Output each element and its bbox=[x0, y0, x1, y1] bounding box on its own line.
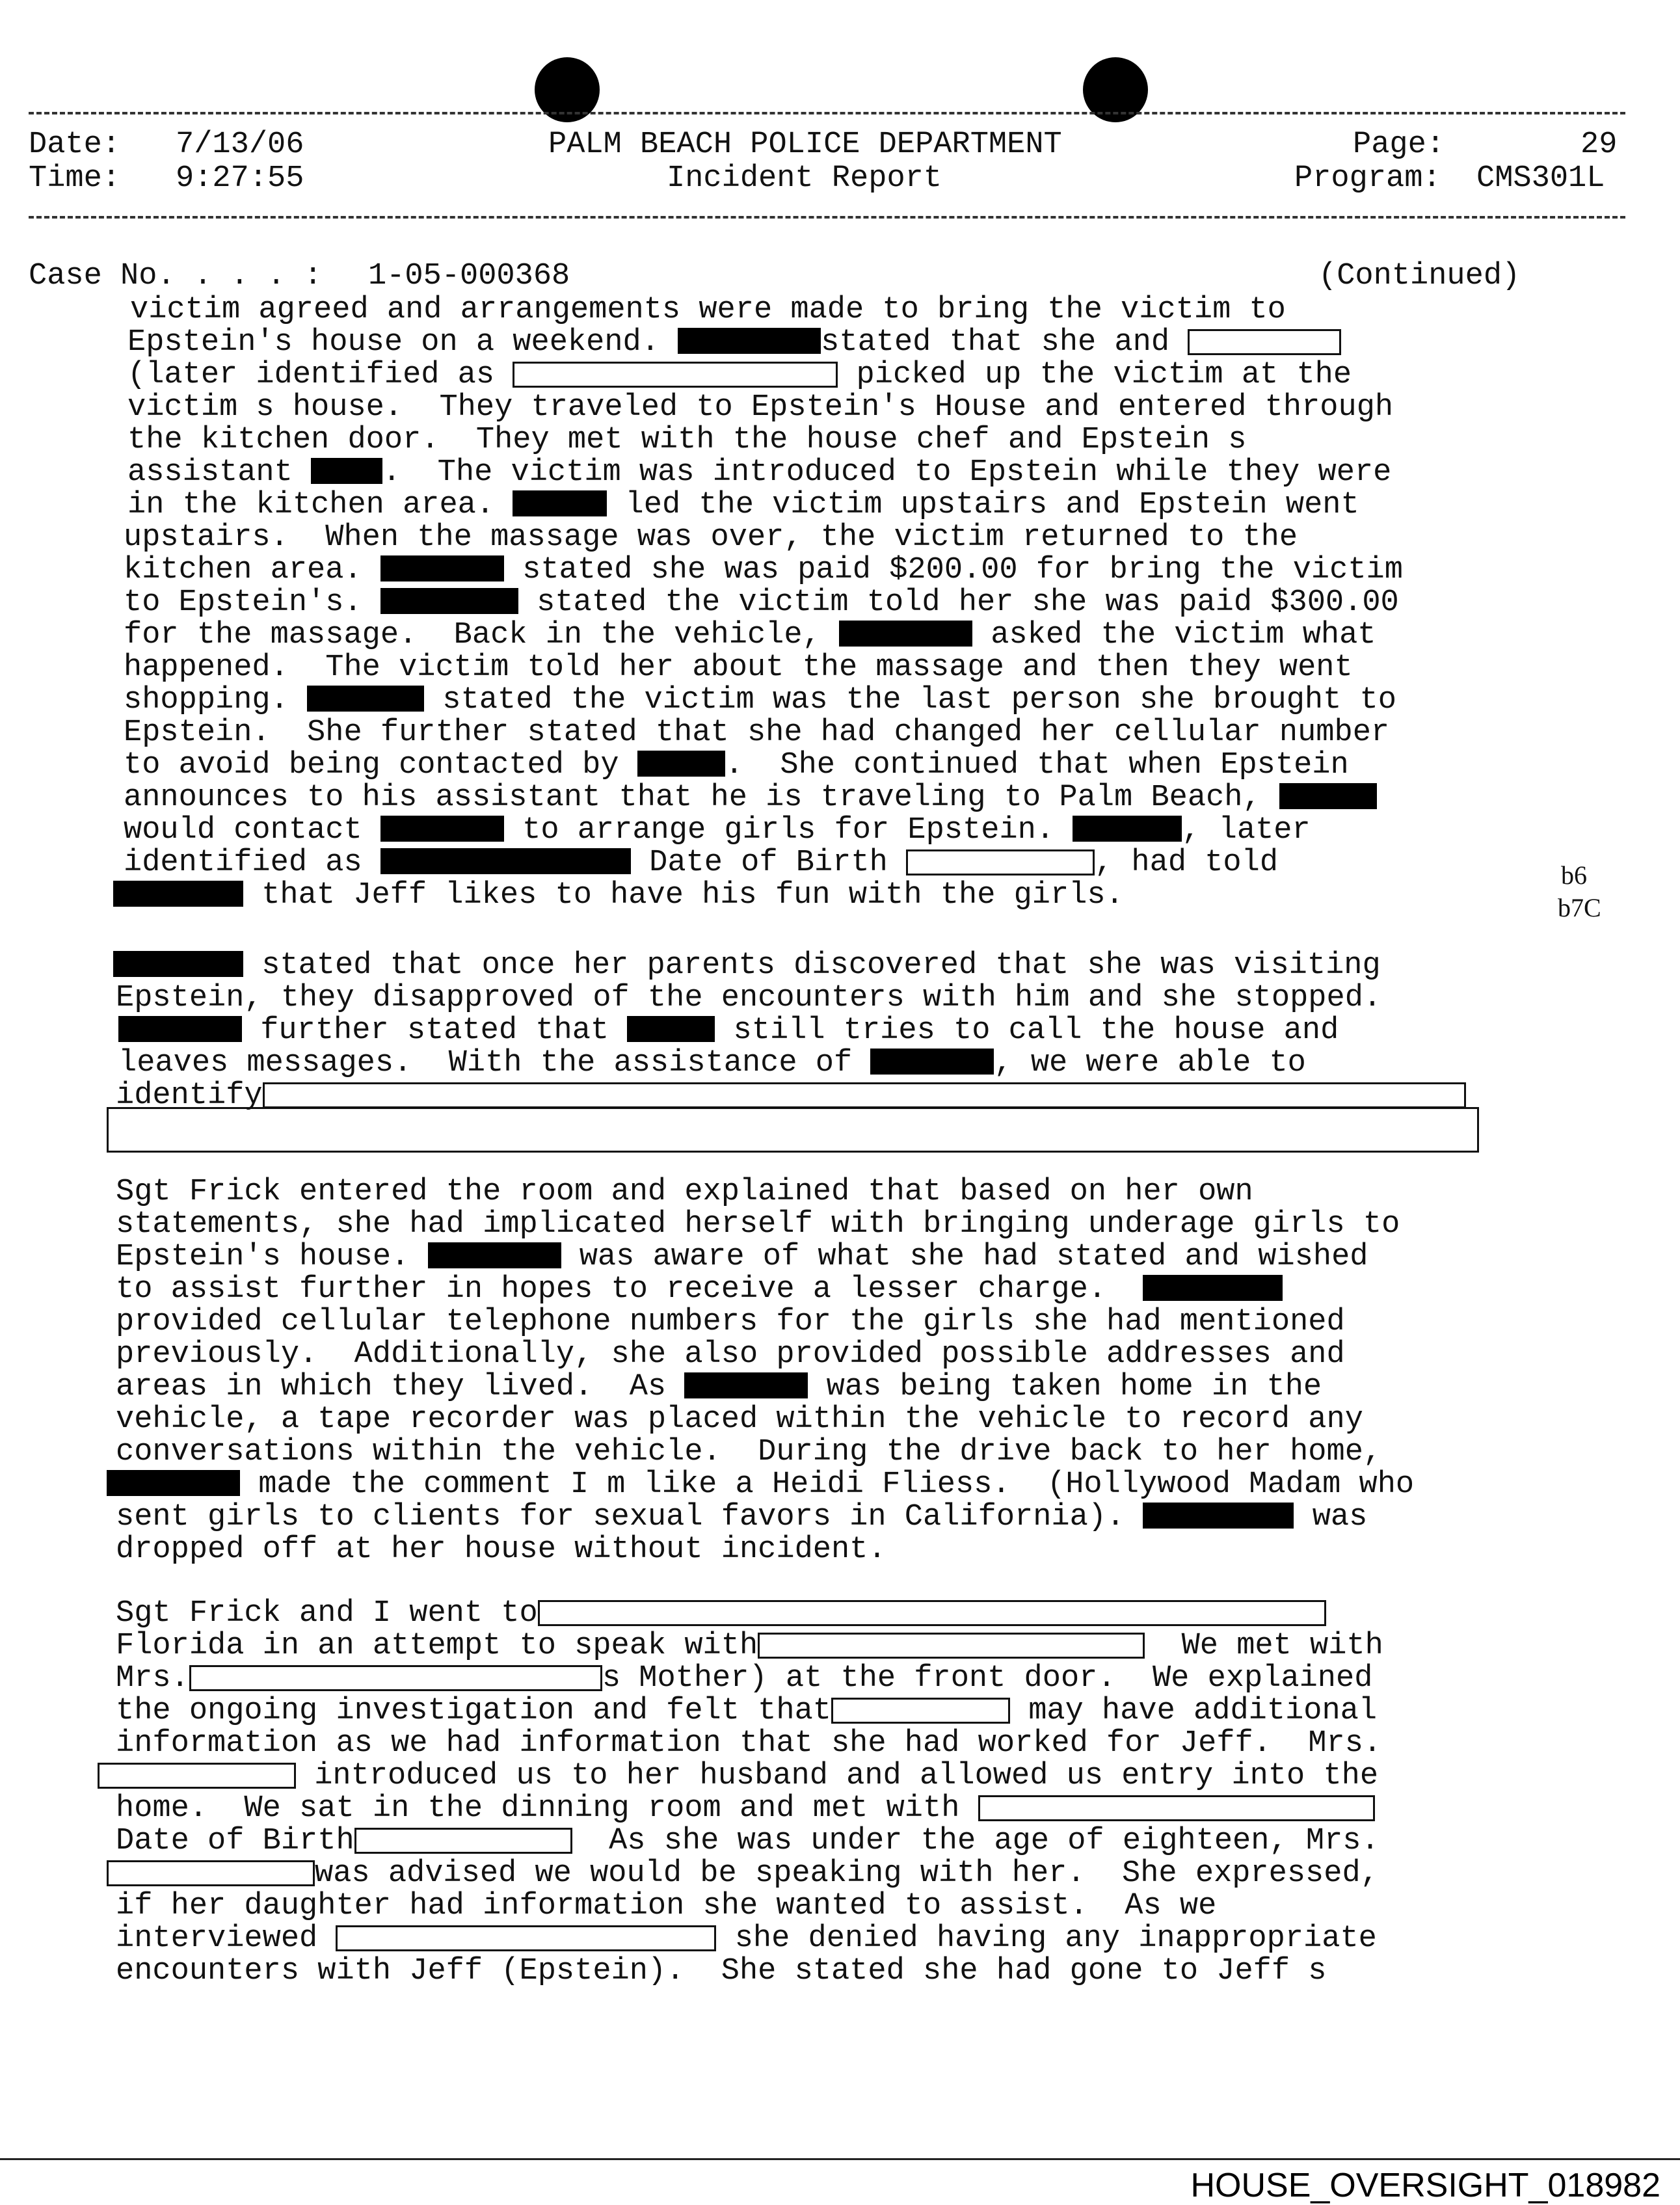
text-line bbox=[116, 1923, 1377, 1955]
redaction-block bbox=[107, 1470, 240, 1496]
program-value: CMS301L bbox=[1476, 161, 1605, 196]
text-line bbox=[116, 1955, 1327, 1988]
text-line bbox=[116, 1274, 1283, 1306]
text: assistant bbox=[127, 455, 293, 490]
text: victim agreed and arrangements were made to bring the victim to bbox=[130, 293, 1286, 327]
exemption-code-b6: b6 bbox=[1561, 861, 1587, 890]
text: in the kitchen area. bbox=[127, 488, 495, 522]
text: conversations within the vehicle. During the drive back to her home, bbox=[116, 1435, 1382, 1469]
redaction-box bbox=[107, 1107, 1479, 1153]
text: stated that she and bbox=[821, 325, 1170, 360]
text: (later identified as bbox=[127, 358, 495, 392]
text: still tries to call the house and bbox=[733, 1013, 1339, 1048]
redaction-box bbox=[758, 1633, 1145, 1659]
text: led the victim upstairs and Epstein went bbox=[625, 488, 1359, 522]
redaction-block bbox=[1279, 783, 1377, 809]
text: was bbox=[1312, 1500, 1368, 1534]
text-line bbox=[116, 1890, 1216, 1923]
case-number: 1-05-000368 bbox=[368, 259, 570, 293]
redaction-block bbox=[113, 881, 243, 907]
page-number: 29 bbox=[1580, 127, 1618, 162]
text: dropped off at her house without incident. bbox=[116, 1532, 887, 1567]
text: picked up the victim at the bbox=[856, 358, 1352, 392]
text-line bbox=[113, 879, 1124, 912]
text: to avoid being contacted by bbox=[124, 748, 619, 782]
redaction-block bbox=[839, 621, 972, 647]
text-line bbox=[116, 1630, 1383, 1663]
text: may have additional bbox=[1028, 1694, 1378, 1728]
header-bottom-rule bbox=[29, 216, 1625, 219]
redaction-box bbox=[513, 362, 838, 388]
date-value: 7/13/06 bbox=[176, 127, 304, 162]
text: upstairs. When the massage was over, the victim returned to the bbox=[124, 520, 1298, 555]
text: happened. The victim told her about the massage and then they went bbox=[124, 650, 1353, 685]
redaction-box bbox=[189, 1665, 602, 1691]
text-line bbox=[113, 950, 1381, 982]
text-line bbox=[107, 1858, 1379, 1890]
text-line bbox=[124, 587, 1399, 619]
text: encounters with Jeff (Epstein). She stated she had gone to Jeff s bbox=[116, 1954, 1327, 1988]
text-line bbox=[127, 489, 1359, 522]
text: , had told bbox=[1095, 846, 1279, 880]
text: she denied having any inappropriate bbox=[734, 1921, 1377, 1956]
text: Epstein's house. bbox=[116, 1240, 410, 1274]
text-line bbox=[116, 1306, 1345, 1339]
text-line bbox=[116, 1501, 1367, 1534]
text: We met with bbox=[1181, 1629, 1383, 1663]
text-line bbox=[127, 359, 1352, 392]
redaction-box bbox=[538, 1600, 1326, 1626]
text: the kitchen door. They met with the house chef and Epstein s bbox=[127, 423, 1247, 457]
text: interviewed bbox=[116, 1921, 318, 1956]
redaction-block bbox=[1143, 1275, 1283, 1301]
text-line bbox=[116, 1534, 887, 1566]
text-line bbox=[116, 1339, 1345, 1371]
text-line bbox=[98, 1760, 1378, 1793]
text-line bbox=[116, 1209, 1400, 1241]
text: stated the victim was the last person she brought to bbox=[442, 683, 1396, 717]
text-line bbox=[116, 1404, 1363, 1436]
footer-rule bbox=[0, 2158, 1680, 2160]
text-line bbox=[124, 684, 1396, 717]
time-value: 9:27:55 bbox=[176, 161, 304, 196]
header-top-rule bbox=[29, 112, 1625, 114]
bates-number: HOUSE_OVERSIGHT_018982 bbox=[1190, 2167, 1660, 2204]
text-line bbox=[118, 1047, 1306, 1080]
text-line bbox=[124, 749, 1349, 782]
redaction-block bbox=[637, 751, 725, 777]
text: , we were able to bbox=[994, 1046, 1306, 1080]
text-line bbox=[130, 294, 1286, 327]
redaction-block bbox=[870, 1049, 994, 1075]
text: Epstein. She further stated that she had changed her cellular number bbox=[124, 715, 1390, 750]
date-label: Date: bbox=[29, 127, 121, 162]
redaction-box bbox=[831, 1698, 1010, 1724]
redaction-block bbox=[428, 1242, 561, 1268]
text: was being taken home in the bbox=[826, 1370, 1322, 1404]
text: , later bbox=[1182, 813, 1311, 848]
text: announces to his assistant that he is traveling to Palm Beach, bbox=[124, 781, 1261, 815]
text: made the comment I m like a Heidi Fliess. (Hollywood Madam who bbox=[258, 1467, 1415, 1502]
redaction-block bbox=[118, 1016, 242, 1042]
text: . She continued that when Epstein bbox=[725, 748, 1349, 782]
text: that Jeff likes to have his fun with the girls. bbox=[261, 878, 1124, 913]
redaction-block bbox=[380, 816, 504, 842]
text-line bbox=[124, 619, 1376, 652]
text: for the massage. Back in the vehicle, bbox=[124, 618, 821, 652]
redaction-block bbox=[513, 490, 607, 516]
text-line bbox=[127, 424, 1246, 457]
text: vehicle, a tape recorder was placed within the vehicle to record any bbox=[116, 1402, 1363, 1437]
text: Date of Birth bbox=[116, 1824, 354, 1858]
text: to arrange girls for Epstein. bbox=[522, 813, 1055, 848]
redaction-block bbox=[113, 951, 243, 977]
redaction-block bbox=[627, 1016, 715, 1042]
redaction-box bbox=[336, 1925, 716, 1951]
redaction-block bbox=[380, 555, 504, 581]
redaction-block bbox=[678, 328, 821, 354]
text-line bbox=[124, 717, 1389, 749]
text: stated the victim told her she was paid $300.00 bbox=[537, 585, 1399, 620]
text: previously. Additionally, she also provided possible addresses and bbox=[116, 1337, 1345, 1372]
text: . The victim was introduced to Epstein while they were bbox=[382, 455, 1392, 490]
text: stated that once her parents discovered that she was visiting bbox=[261, 948, 1381, 983]
page-label: Page: bbox=[1353, 127, 1445, 162]
text: s Mother) at the front door. We explained bbox=[602, 1661, 1373, 1696]
text: Date of Birth bbox=[649, 846, 888, 880]
text: Epstein, they disapproved of the encounters with him and she stopped. bbox=[116, 981, 1382, 1015]
text: sent girls to clients for sexual favors in California). bbox=[116, 1500, 1125, 1534]
redaction-box bbox=[906, 849, 1095, 875]
text: Epstein's house on a weekend. bbox=[127, 325, 660, 360]
text: provided cellular telephone numbers for the girls she had mentioned bbox=[116, 1305, 1345, 1339]
redaction-block bbox=[1073, 816, 1182, 842]
text: shopping. bbox=[124, 683, 289, 717]
text-line bbox=[107, 1469, 1414, 1501]
redaction-box bbox=[98, 1763, 296, 1789]
text-line bbox=[124, 782, 1377, 814]
text-line bbox=[124, 814, 1311, 847]
redaction-block bbox=[684, 1372, 808, 1398]
text-line bbox=[116, 1597, 1326, 1630]
text-line bbox=[116, 1728, 1381, 1760]
text: statements, she had implicated herself with bringing underage girls to bbox=[116, 1207, 1400, 1242]
report-type: Incident Report bbox=[667, 161, 942, 196]
text: As she was under the age of eighteen, Mrs. bbox=[609, 1824, 1380, 1858]
text: was aware of what she had stated and wished bbox=[579, 1240, 1368, 1274]
exemption-code-b7c: b7C bbox=[1558, 893, 1601, 922]
time-label: Time: bbox=[29, 161, 121, 196]
text-line bbox=[118, 1015, 1339, 1047]
redaction-box bbox=[107, 1860, 315, 1886]
case-label: Case No. . . . : bbox=[29, 259, 323, 293]
text: identify bbox=[116, 1078, 263, 1113]
text: to Epstein's. bbox=[124, 585, 362, 620]
text-line bbox=[116, 1825, 1380, 1858]
text: home. We sat in the dinning room and met with bbox=[116, 1791, 960, 1826]
text: Sgt Frick entered the room and explained that based on her own bbox=[116, 1175, 1253, 1209]
text: leaves messages. With the assistance of bbox=[118, 1046, 853, 1080]
text: introduced us to her husband and allowed us entry into the bbox=[314, 1759, 1379, 1793]
redaction-block bbox=[311, 458, 382, 484]
text-line bbox=[124, 522, 1298, 554]
text-line bbox=[127, 392, 1393, 424]
text-line bbox=[116, 982, 1381, 1015]
redaction-block bbox=[380, 588, 518, 614]
department-name: PALM BEACH POLICE DEPARTMENT bbox=[548, 127, 1062, 162]
text-line bbox=[116, 1176, 1253, 1209]
program-label: Program: bbox=[1294, 161, 1441, 196]
redaction-box bbox=[978, 1795, 1375, 1821]
text: identified as bbox=[124, 846, 362, 880]
text-line bbox=[124, 554, 1403, 587]
text: the ongoing investigation and felt that bbox=[116, 1694, 831, 1728]
text: stated she was paid $200.00 for bring the victim bbox=[522, 553, 1403, 587]
text-line bbox=[116, 1241, 1368, 1274]
text-line bbox=[116, 1371, 1322, 1404]
text: to assist further in hopes to receive a lesser charge. bbox=[116, 1272, 1107, 1307]
text: further stated that bbox=[260, 1013, 609, 1048]
text: kitchen area. bbox=[124, 553, 362, 587]
text: information as we had information that she had worked for Jeff. Mrs. bbox=[116, 1726, 1382, 1761]
continued-label: (Continued) bbox=[1318, 259, 1521, 293]
redaction-block bbox=[1143, 1503, 1294, 1529]
text-line bbox=[116, 1695, 1377, 1728]
text-line bbox=[127, 457, 1391, 489]
text: areas in which they lived. As bbox=[116, 1370, 667, 1404]
redaction-block bbox=[380, 848, 631, 874]
text: Mrs. bbox=[116, 1661, 189, 1696]
text-line bbox=[124, 847, 1278, 879]
redaction-block bbox=[307, 686, 424, 712]
text-line bbox=[116, 1793, 1375, 1825]
text: Sgt Frick and I went to bbox=[116, 1596, 538, 1631]
text: would contact bbox=[124, 813, 362, 848]
text: was advised we would be speaking with her. She expressed, bbox=[315, 1856, 1379, 1891]
redaction-box bbox=[1188, 329, 1341, 355]
text-line bbox=[124, 652, 1353, 684]
text: if her daughter had information she wanted to assist. As we bbox=[116, 1889, 1217, 1923]
text: Florida in an attempt to speak with bbox=[116, 1629, 758, 1663]
text-line bbox=[116, 1663, 1372, 1695]
redaction-box bbox=[354, 1828, 572, 1854]
redaction-box bbox=[263, 1082, 1466, 1108]
text: asked the victim what bbox=[991, 618, 1376, 652]
text-line bbox=[116, 1436, 1381, 1469]
text: victim s house. They traveled to Epstein's House and entered through bbox=[127, 390, 1394, 425]
text-line bbox=[127, 327, 1341, 359]
